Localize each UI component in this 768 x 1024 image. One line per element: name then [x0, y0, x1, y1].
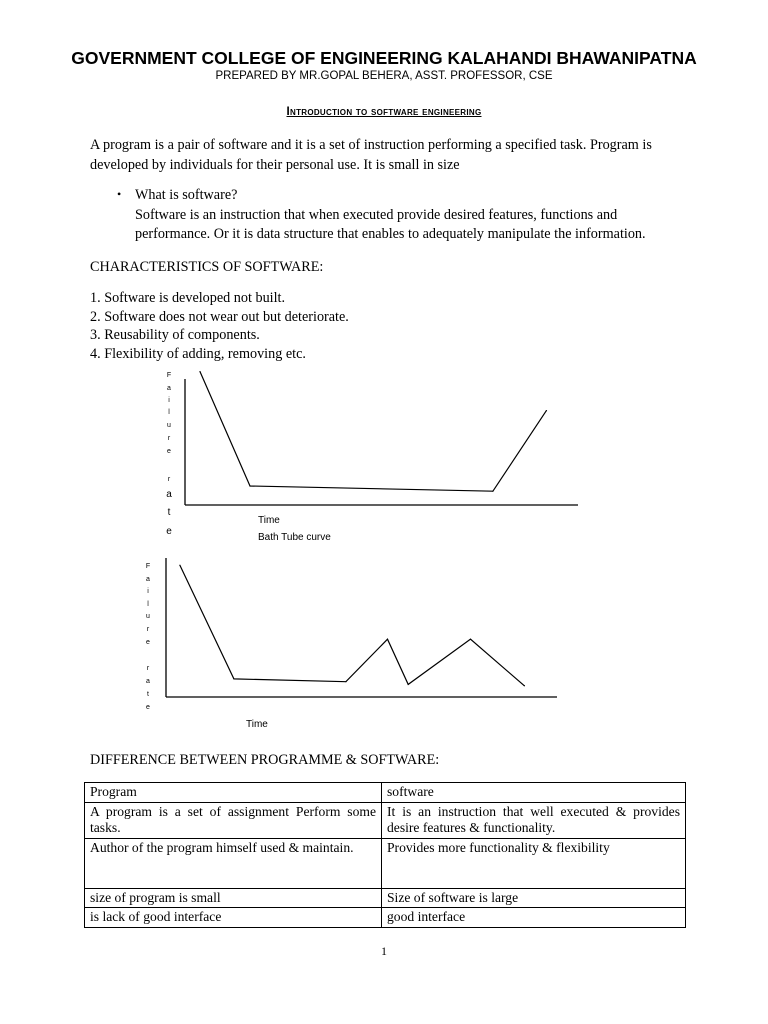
table-cell: software: [382, 783, 686, 803]
characteristics-heading: CHARACTERISTICS OF SOFTWARE:: [90, 259, 324, 275]
table-cell: Provides more functionality & flexibility: [382, 838, 686, 888]
intro-paragraph: A program is a pair of software and it is a set of instruction performing a specified task. Program is developed by individuals for their personal use. It is small in size: [90, 137, 652, 173]
y-axis-label-letter: l: [147, 601, 149, 608]
y-axis-label-letter: e: [167, 448, 171, 455]
x-axis-label: Time: [246, 719, 268, 730]
y-axis-label-letter: a: [167, 385, 171, 392]
table-cell: size of program is small: [85, 888, 382, 908]
y-axis-label-letter: F: [145, 563, 151, 570]
characteristics-list: [90, 289, 349, 363]
list-item: 1. Software is developed not built.: [90, 290, 286, 306]
y-axis-label-letter: r: [167, 476, 171, 483]
data-point: [546, 410, 547, 411]
y-axis-label-letter: e: [146, 704, 150, 711]
y-axis-label-letter: e: [166, 526, 172, 537]
data-point: [492, 491, 493, 492]
y-axis-label-letter: r: [146, 665, 150, 672]
series-line: [180, 565, 525, 686]
x-axis-label: Time: [258, 515, 280, 526]
y-axis-label-letter: e: [146, 639, 150, 646]
y-axis-label-letter: a: [146, 576, 150, 583]
table-cell: Program: [85, 783, 382, 803]
table-cell: Size of software is large: [382, 888, 686, 908]
y-axis-label-letter: r: [167, 435, 171, 442]
data-point: [387, 639, 388, 640]
college-title: GOVERNMENT COLLEGE OF ENGINEERING KALAHANDI BHAWANIPATNA: [71, 48, 697, 68]
data-point: [345, 681, 346, 682]
table-row: [85, 888, 686, 908]
table-cell: It is an instruction that well executed & provides desire features & functionality.: [382, 802, 686, 838]
y-axis-label-letter: t: [167, 507, 171, 518]
data-point: [179, 565, 180, 566]
table-row: [85, 838, 686, 888]
prepared-by: PREPARED BY MR.GOPAL BEHERA, ASST. PROFESSOR, CSE: [215, 70, 553, 82]
bullet-marker: •: [117, 187, 122, 201]
chart-title: Bath Tube curve: [258, 532, 331, 543]
table-cell: is lack of good interface: [85, 908, 382, 928]
data-point: [408, 684, 409, 685]
y-axis-label-letter: a: [166, 489, 172, 500]
list-item: 2. Software does not wear out but deteriorate.: [90, 308, 349, 325]
table-row: [85, 802, 686, 838]
data-point: [524, 685, 525, 686]
table-cell: good interface: [382, 908, 686, 928]
bathtub-curve-chart: [0, 365, 768, 565]
table-cell: A program is a set of assignment Perform some tasks.: [85, 802, 382, 838]
table-row: [85, 783, 686, 803]
y-axis-label-letter: t: [147, 691, 149, 698]
data-point: [470, 639, 471, 640]
data-point: [249, 485, 250, 486]
series-line: [200, 372, 546, 492]
page-number: 1: [381, 944, 387, 958]
bullet-block: [135, 186, 675, 245]
y-axis-label-letter: i: [147, 588, 149, 595]
software-failure-curve-chart: [0, 553, 768, 738]
list-item: 4. Flexibility of adding, removing etc.: [90, 345, 306, 362]
bullet-answer: Software is an instruction that when executed provide desired features, functions and performance. Or it is data structure that enables to adequately manipulate the information.: [135, 206, 646, 242]
data-point: [233, 678, 234, 679]
y-axis-label-letter: l: [168, 409, 170, 416]
y-axis-label-letter: F: [166, 372, 172, 379]
table-row: [85, 908, 686, 928]
difference-table: [84, 782, 686, 928]
y-axis-label-letter: r: [146, 626, 150, 633]
section-title: Introduction to software engineering: [286, 106, 482, 118]
y-axis-label-letter: u: [146, 613, 150, 620]
y-axis-label-letter: a: [146, 678, 150, 685]
y-axis-label-letter: i: [168, 397, 170, 404]
y-axis-label-letter: u: [167, 422, 171, 429]
table-cell: Author of the program himself used & maintain.: [85, 838, 382, 888]
bullet-question: What is software?: [135, 187, 238, 203]
data-point: [199, 371, 200, 372]
list-item: 3. Reusability of components.: [90, 327, 260, 343]
difference-heading: DIFFERENCE BETWEEN PROGRAMME & SOFTWARE:: [90, 752, 440, 768]
